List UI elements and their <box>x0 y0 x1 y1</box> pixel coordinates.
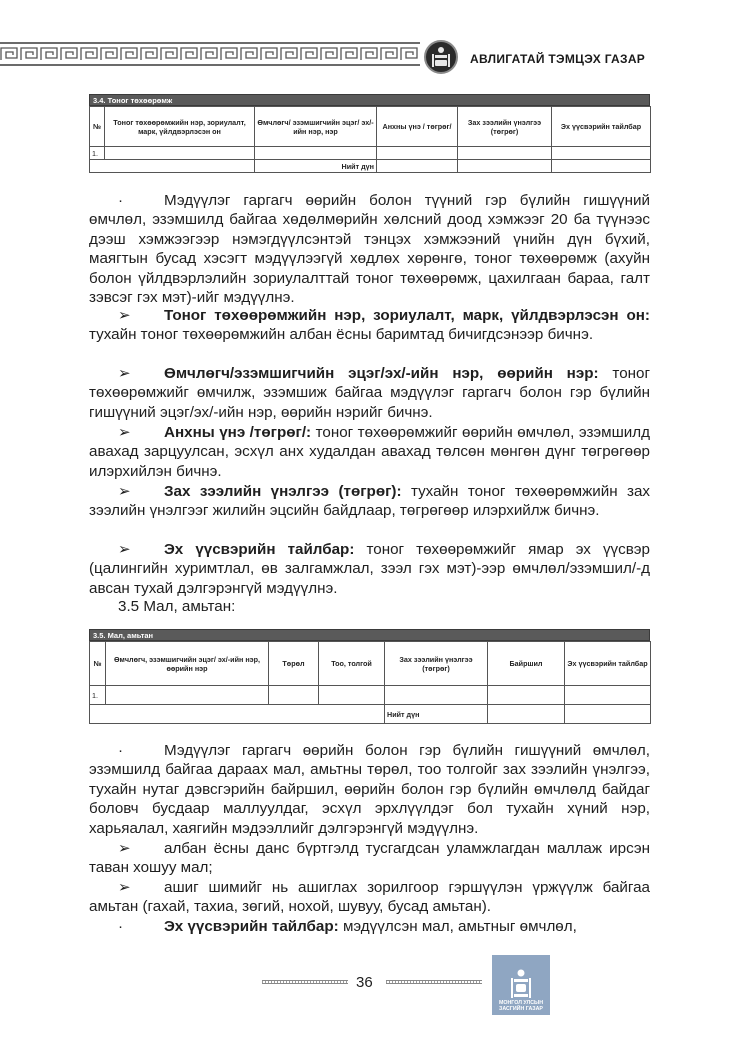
table-cell[interactable] <box>458 160 552 173</box>
row-number: 1. <box>90 147 105 160</box>
paragraph-text: Мэдүүлэг гаргагч өөрийн болон гэр бүлийн гишүүний өмчлөл, эзэмшилд байгаа дараах мал, амьтны төрөл, тоо толгойг зах зээлийн үнэлгээ, тухайн нутаг дэвсгэрийн байршил, өөрийн болон гэр бүлийн өмчлөлд байдаг боловч бусдаар маллуулдаг, эсхүл эрхлүүлдэг бол тухайн хүний нэр, харьяалал, хаягийн мэдээллийг дэлгэрэнгүй мэдүүлнэ. <box>89 742 650 837</box>
item-text: тухайн тоног төхөөрөмжийн албан ёсны баримтад бичигдсэнээр бичнэ. <box>89 326 594 344</box>
footer-divider-right <box>386 980 482 984</box>
table-cell[interactable] <box>552 147 651 160</box>
logo-text-line2: ЗАСГИЙН ГАЗАР <box>499 1006 543 1012</box>
table-cell[interactable] <box>105 147 255 160</box>
table-cell[interactable] <box>488 686 565 705</box>
bullet: · <box>118 742 124 759</box>
arrow-icon: ➢ <box>118 307 131 324</box>
item-text: мэдүүлсэн мал, амьтныг өмчлөл, <box>338 918 577 935</box>
column-header: Байршил <box>488 642 565 686</box>
list-item <box>89 482 650 521</box>
government-logo <box>492 955 550 1015</box>
column-header: Төрөл <box>269 642 319 686</box>
page-number: 36 <box>356 974 373 991</box>
item-text: тухайн тоног төхөөрөмжийн зах зээлийн үнэлгээг жилийн эцсийн байдлаар, төгрөгөөр илэрхийлж бичнэ. <box>89 483 650 520</box>
arrow-icon: ➢ <box>118 483 131 500</box>
table-caption: 3.4. Тоног төхөөрөмж <box>89 94 650 106</box>
organization-title: АВЛИГАТАЙ ТЭМЦЭХ ГАЗАР <box>470 52 646 66</box>
column-header: Тоо, толгой <box>319 642 385 686</box>
row-number: 1. <box>90 686 106 705</box>
bullet: · <box>118 192 124 209</box>
column-header: Тоног төхөөрөмжийн нэр, зориулалт, марк, үйлдвэрлэсэн он <box>105 107 255 147</box>
item-text: ашиг шимийг нь ашиглах зорилгоор гэршүүлэн үржүүлж байгаа амьтан (гахай, тахиа, зөгий, нохой, шувуу, бусад амьтан). <box>89 879 650 916</box>
table-cell[interactable] <box>385 686 488 705</box>
item-term: Зах зээлийн үнэлгээ (төгрөг): <box>164 483 402 500</box>
list-item <box>89 306 650 345</box>
item-text: тоног төхөөрөмжийг ямар эх үүсвэр (цалингийн хуримтлал, өв залгамжлал, зээл гэх мэт)-ээр өмчлөл/эзэмшил/-д авсан тухай дэлгэрэнгүй мэдүүлнэ. <box>89 541 650 597</box>
item-term: Анхны үнэ /төгрөг/: <box>164 424 312 441</box>
logo-text-line1: МОНГОЛ УЛСЫН <box>498 1000 544 1006</box>
paragraph-text: Мэдүүлэг гаргагч өөрийн болон түүний гэр бүлийн гишүүний өмчлөл, эзэмшилд байгаа хөдөлмөрийн хөлсний доод хэмжээг 20 ба түүнээс дээш хэмжээгээр нэмэгдүүлсэнтэй тэнцэх хэмжээний үнийн дүн бүхий, маягтын бусад хэсэгт мэдүүлээгүй хөдлөх хөрөнгө, тоног төхөөрөмж (ахуйн болон үйлдвэрлэлийн зориулалттай тоног төхөөрөмж, цахилгаан бараа, галт зэвсэг гэх мэт)-ийг мэдүүлнэ. <box>89 192 650 307</box>
total-label: Нийт дүн <box>255 160 377 173</box>
mongolia-soyombo-emblem-icon <box>424 40 458 74</box>
table-row <box>90 147 651 160</box>
item-text: тоног төхөөрөмжийг өмчилж, эзэмшиж байгаа мэдүүлэг гаргагч болон гэр бүлийн гишүүний эцэг/эх/-ийн нэр, өөрийн нэрийг бичнэ. <box>89 365 651 421</box>
arrow-icon: ➢ <box>118 365 131 382</box>
table-cell[interactable] <box>269 686 319 705</box>
column-header: Зах зээлийн үнэлгээ (төгрөг) <box>458 107 552 147</box>
item-term: Тоног төхөөрөмжийн нэр, зориулалт, марк, үйлдвэрлэсэн он: <box>164 307 650 324</box>
list-item <box>89 917 650 936</box>
table-cell <box>90 160 255 173</box>
item-text: тоног төхөөрөмжийг өөрийн өмчлөл, эзэмшилд авахад зарцуулсан, эсхүл анх худалдан авахад төлсөн мөнгөн дүнг төгрөгөөр илэрхийлэн бичнэ. <box>89 424 650 480</box>
table-total-row <box>90 160 651 173</box>
paragraph <box>89 741 650 838</box>
table-cell[interactable] <box>319 686 385 705</box>
list-item <box>89 423 650 481</box>
column-header: № <box>90 642 106 686</box>
item-term: Эх үүсвэрийн тайлбар: <box>164 541 355 558</box>
table-row <box>90 686 651 705</box>
table-cell[interactable] <box>488 705 565 724</box>
paragraph <box>89 191 650 307</box>
table-header-row <box>90 642 651 686</box>
column-header: № <box>90 107 105 147</box>
section-heading: 3.5 Мал, амьтан: <box>118 598 236 615</box>
item-text: албан ёсны данс бүртгэлд тусгагдсан уламжлагдан маллаж ирсэн таван хошуу мал; <box>89 840 650 877</box>
ornament-pattern <box>0 46 420 62</box>
equipment-table <box>89 94 650 173</box>
table-total-row <box>90 705 651 724</box>
arrow-icon: ➢ <box>118 879 131 896</box>
soyombo-icon <box>510 968 532 1000</box>
list-item <box>89 364 650 422</box>
column-header: Анхны үнэ / төгрөг/ <box>377 107 458 147</box>
table-cell[interactable] <box>458 147 552 160</box>
arrow-icon: ➢ <box>118 541 131 558</box>
column-header: Эх үүсвэрийн тайлбар <box>552 107 651 147</box>
arrow-icon: ➢ <box>118 424 131 441</box>
item-term: Эх үүсвэрийн тайлбар: <box>164 918 339 935</box>
table-cell[interactable] <box>565 705 651 724</box>
total-label: Нийт дүн <box>385 705 488 724</box>
list-item <box>89 878 650 917</box>
column-header: Эх үүсвэрийн тайлбар <box>565 642 651 686</box>
column-header: Өмчлөгч/ эзэмшигчийн эцэг/ эх/-ийн нэр, нэр <box>255 107 377 147</box>
livestock-table <box>89 629 650 724</box>
bullet: · <box>118 918 124 935</box>
table-cell <box>90 705 385 724</box>
arrow-icon: ➢ <box>118 840 131 857</box>
column-header: Өмчлөгч, эзэмшигчийн эцэг/ эх/-ийн нэр, өөрийн нэр <box>106 642 269 686</box>
column-header: Зах зээлийн үнэлгээ (төгрөг) <box>385 642 488 686</box>
table-cell[interactable] <box>377 147 458 160</box>
footer-divider-left <box>262 980 348 984</box>
item-term: Өмчлөгч/эзэмшигчийн эцэг/эх/-ийн нэр, өөрийн нэр: <box>164 365 599 382</box>
table-caption: 3.5. Мал, амьтан <box>89 629 650 641</box>
table-cell[interactable] <box>377 160 458 173</box>
table-cell[interactable] <box>565 686 651 705</box>
table-cell[interactable] <box>106 686 269 705</box>
list-item <box>89 839 650 878</box>
table-header-row <box>90 107 651 147</box>
table-cell[interactable] <box>255 147 377 160</box>
table-cell[interactable] <box>552 160 651 173</box>
list-item <box>89 540 650 598</box>
